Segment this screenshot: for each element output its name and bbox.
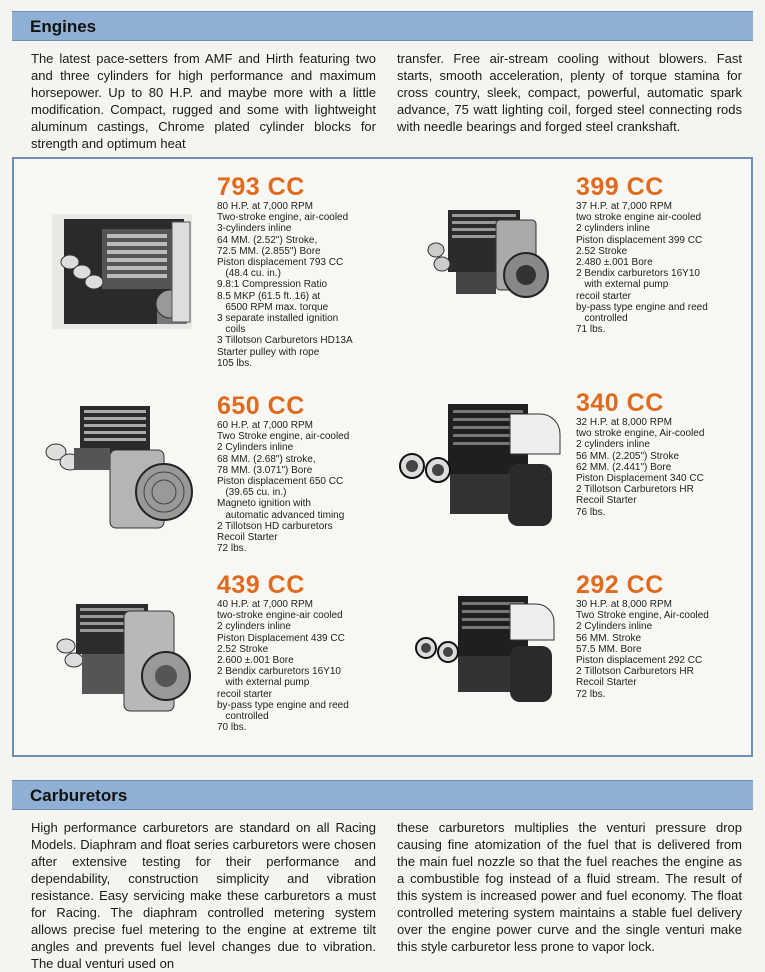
engine-cc-heading: 650 CC: [217, 392, 305, 420]
spec-line: 2 cylinders inline: [576, 439, 650, 451]
spec-line: two stroke engine, Air-cooled: [576, 428, 705, 440]
carburetors-title: Carburetors: [30, 786, 128, 805]
engine-650: [217, 393, 349, 554]
spec-line: 2 Bendix carburetors 16Y10: [217, 666, 341, 678]
spec-line: 8.5 MKP (61.5 ft. 16) at: [217, 290, 321, 302]
spec-line: 37 H.P. at 7,000 RPM: [576, 201, 672, 212]
spec-line: 2 cylinders inline: [576, 223, 650, 235]
spec-line: controlled: [576, 313, 628, 325]
spec-line: 2.480 ±.001 Bore: [576, 257, 653, 269]
engine-399-photo: [426, 200, 552, 305]
spec-line: 3-cylinders inline: [217, 223, 292, 235]
spec-line: 72 lbs.: [217, 543, 247, 555]
engines-title: Engines: [30, 17, 97, 36]
engine-specs: [576, 201, 708, 335]
engine-cc-heading: 439 CC: [217, 571, 305, 599]
spec-line: with external pump: [217, 677, 310, 689]
spec-line: 2 Cylinders inline: [217, 442, 294, 454]
spec-line: 2 Cylinders inline: [576, 621, 653, 633]
engine-specs: [576, 599, 709, 700]
spec-line: automatic advanced timing: [217, 509, 345, 521]
carburetors-section-header: [12, 780, 753, 810]
spec-line: 72 lbs.: [576, 688, 606, 700]
engine-cc-heading: 399 CC: [576, 173, 664, 201]
spec-line: 3 separate installed ignition: [217, 313, 339, 325]
engine-specs: [576, 417, 704, 518]
spec-line: 56 MM. Stroke: [576, 632, 642, 644]
spec-line: 32 H.P. at 8,000 RPM: [576, 417, 672, 428]
spec-line: (48.4 cu. in.): [217, 268, 281, 280]
spec-line: Recoil Starter: [576, 495, 637, 507]
spec-line: 56 MM. (2.205") Stroke: [576, 450, 680, 462]
carburetors-col2: these carburetors multiplies the venturi pressure drop causing fine atomization of the fuel that is delivered from the main fuel nozzle so that the fuel reaches the engine as a combustible fog instead of a fluid stream. The result of this system is increased power and fuel economy. The float controlled metering system maintains a stable fuel delivery over the engine power curve and the single venturi make this style carburetor less prone to vapor lock.: [397, 820, 742, 954]
spec-line: Two-stroke engine, air-cooled: [217, 212, 349, 224]
spec-line: by-pass type engine and reed: [576, 301, 708, 313]
spec-line: 62 MM. (2.441") Bore: [576, 461, 672, 473]
engine-793-photo: [52, 214, 192, 329]
engine-793: [217, 174, 353, 369]
spec-line: 9.8:1 Compression Ratio: [217, 279, 328, 291]
spec-line: 3 Tillotson Carburetors HD13A: [217, 335, 353, 347]
engines-intro-col2: transfer. Free air-stream cooling without blowers. Fast starts, smooth acceleration, plenty of torque stamina for cross country, sleek, compact, powerful, automatic spark advance, 75 watt lighting coil, forged steel connecting rods with needle bearings and forged steel crankshaft.: [397, 51, 742, 134]
engine-340-photo: [398, 394, 562, 530]
spec-line: 80 H.P. at 7,000 RPM: [217, 201, 313, 212]
engine-cc-heading: 793 CC: [217, 173, 305, 201]
spec-line: 71 lbs.: [576, 324, 606, 336]
spec-line: two stroke engine air-cooled: [576, 212, 702, 224]
spec-line: 60 H.P. at 7,000 RPM: [217, 420, 313, 431]
spec-line: Two Stroke engine, Air-cooled: [576, 610, 709, 622]
spec-line: Recoil Starter: [217, 532, 278, 544]
spec-line: 2 cylinders inline: [217, 621, 291, 633]
engine-cc-heading: 292 CC: [576, 571, 664, 599]
spec-line: 57.5 MM. Bore: [576, 643, 642, 655]
engine-specs: [217, 420, 349, 554]
spec-line: Magneto ignition with: [217, 498, 311, 510]
spec-line: 2 Tillotson HD carburetors: [217, 520, 333, 532]
spec-line: 105 lbs.: [217, 357, 253, 369]
carburetors-col1: High performance carburetors are standard on all Racing Models. Diaphram and float series carburetors were chosen after extensive testing for their performance and dependability, construction simplicity and vibration resistance. Easy servicing make these carburetors a must for Racing. The diaphram controlled metering system allows precise fuel metering to the engine at extreme tilt angles and prevents fuel level changes due to vibration. The dual venturi used on: [31, 820, 376, 971]
spec-line: Starter pulley with rope: [217, 346, 320, 358]
spec-line: Recoil Starter: [576, 677, 637, 689]
spec-line: 72.5 MM. (2.855") Bore: [217, 245, 321, 257]
spec-line: 76 lbs.: [576, 506, 606, 518]
spec-line: Piston displacement 399 CC: [576, 234, 703, 246]
spec-line: (39.65 cu. in.): [217, 487, 287, 499]
spec-line: 2.52 Stroke: [576, 245, 628, 257]
spec-line: two-stroke engine-air cooled: [217, 610, 343, 622]
spec-line: Two Stroke engine, air-cooled: [217, 431, 350, 443]
spec-line: 2.600 ±.001 Bore: [217, 655, 294, 667]
engine-650-photo: [44, 400, 194, 535]
spec-line: 2 Tillotson Carburetors HR: [576, 666, 694, 678]
engine-specs: [217, 201, 353, 369]
spec-line: with external pump: [576, 279, 669, 291]
spec-line: Piston displacement 292 CC: [576, 655, 703, 667]
spec-line: coils: [217, 324, 246, 336]
engine-292: [576, 572, 709, 700]
spec-line: recoil starter: [217, 688, 273, 700]
spec-line: 40 H.P. at 7,000 RPM: [217, 599, 313, 610]
spec-line: 2 Tillotson Carburetors HR: [576, 484, 694, 496]
spec-line: 6500 RPM max. torque: [217, 301, 329, 313]
engines-intro-col1: The latest pace-setters from AMF and Hirth featuring two and three cylinders for high performance and maximum horsepower. Up to 80 H.P. and maybe more with a little modification. Compact, rugged and some with lightweight aluminum castings, Chrome plated cylinder blocks for strength and optimum heat: [31, 51, 376, 151]
spec-line: recoil starter: [576, 290, 632, 302]
engine-439: [217, 572, 349, 733]
spec-line: Piston Displacement 340 CC: [576, 473, 704, 485]
spec-line: Piston Displacement 439 CC: [217, 632, 345, 644]
engine-cc-heading: 340 CC: [576, 389, 664, 417]
engine-specs: [217, 599, 349, 733]
spec-line: by-pass type engine and reed: [217, 699, 349, 711]
spec-line: 2 Bendix carburetors 16Y10: [576, 268, 700, 280]
spec-line: controlled: [217, 711, 269, 723]
engine-292-photo: [414, 588, 558, 706]
spec-line: 68 MM. (2.68") stroke,: [217, 453, 316, 465]
spec-line: Piston displacement 793 CC: [217, 257, 344, 269]
spec-line: 30 H.P. at 8,000 RPM: [576, 599, 672, 610]
spec-line: 64 MM. (2.52") Stroke,: [217, 234, 318, 246]
engine-439-photo: [54, 596, 194, 718]
engines-section-header: [12, 11, 753, 41]
spec-line: Piston displacement 650 CC: [217, 476, 344, 488]
spec-line: 70 lbs.: [217, 722, 247, 734]
engine-399: [576, 174, 708, 335]
spec-line: 2.52 Stroke: [217, 643, 269, 655]
engine-340: [576, 390, 704, 518]
spec-line: 78 MM. (3.071") Bore: [217, 464, 313, 476]
